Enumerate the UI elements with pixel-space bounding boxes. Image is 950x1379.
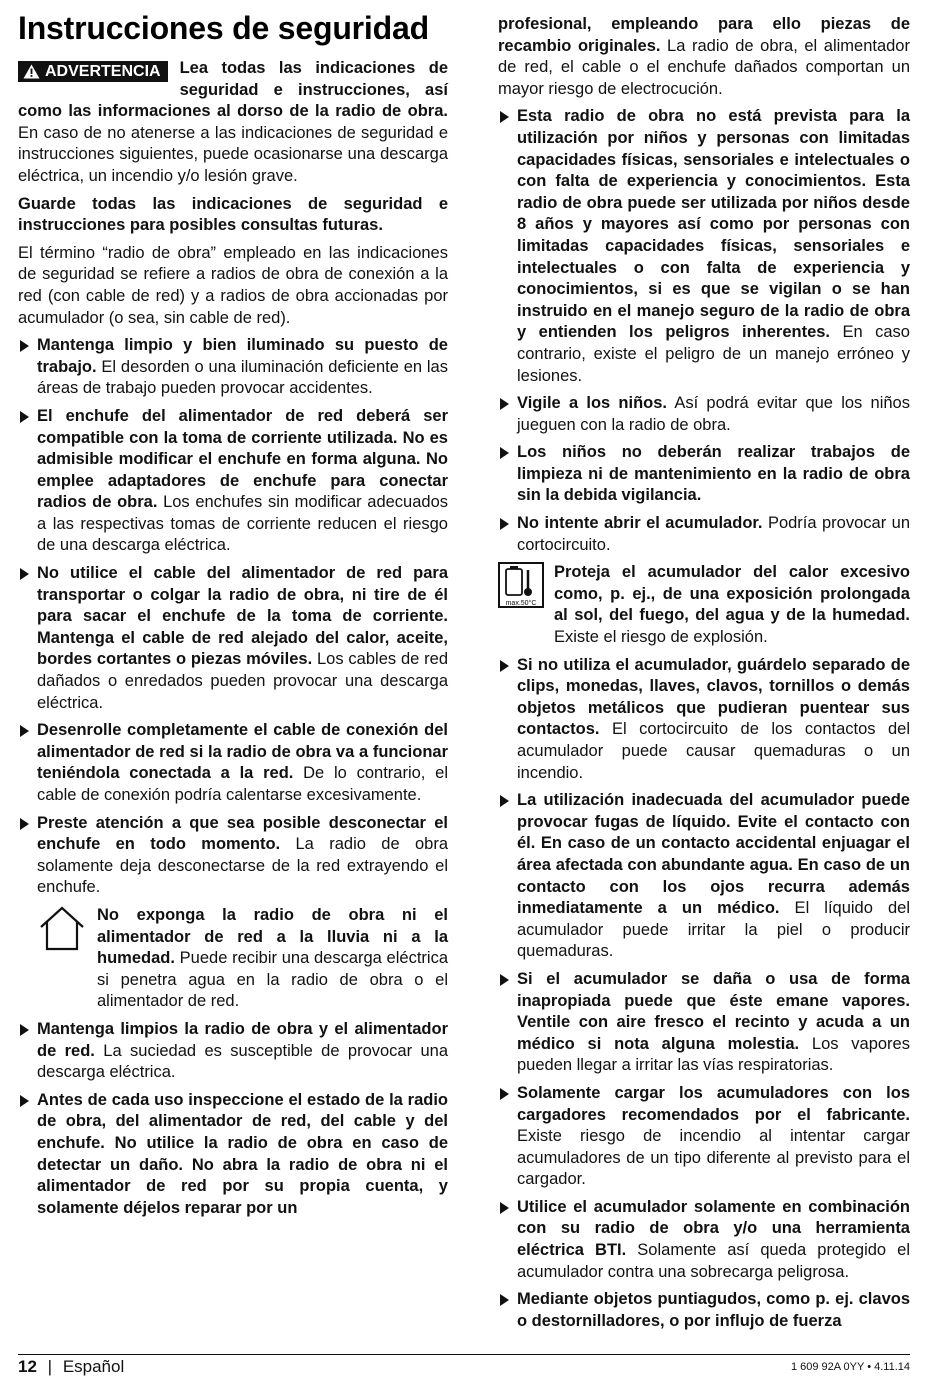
list-item [498,513,910,556]
bullet-arrow-icon [500,1202,509,1214]
footer-divider [18,1354,910,1355]
rain-note-bold: No exponga la radio de obra ni el alimentador de red a la lluvia ni a la humedad. [97,905,448,968]
heat-note [498,562,910,648]
bullet-arrow-icon [20,1095,29,1107]
list-item [18,720,448,806]
list-item [498,1197,910,1283]
list-item [18,813,448,899]
heat-note-text: Existe el riesgo de explosión. [554,628,768,647]
list-item [498,393,910,436]
page-number: 12 [18,1357,37,1376]
list-item-bold: Mediante objetos puntiagudos, como p. ej. clavos o destornilladores, o por influjo de fuerza [517,1290,910,1330]
bullet-arrow-icon [20,818,29,830]
bullet-arrow-icon [20,411,29,423]
left-column [18,0,448,1225]
footer-language: Español [62,1357,125,1376]
list-item-text: Así podrá evitar que los niños jueguen con la radio de obra. [517,394,910,434]
bullet-arrow-icon [20,1024,29,1036]
warning-badge-label: ADVERTENCIA [45,63,161,80]
list-item-text: La radio de obra solamente deja desconectarse de la red extrayendo el enchufe. [37,835,448,897]
bullet-arrow-icon [500,795,509,807]
list-item-bold: Los niños no deberán realizar trabajos de limpieza ni de mantenimiento en la radio de obra sin la debida vigilancia. [517,443,910,505]
bullet-arrow-icon [500,447,509,459]
list-item-text: Los cables de red dañados o enredados pueden provocar una descarga eléctrica. [37,650,448,712]
bullet-arrow-icon [20,568,29,580]
list-item-bold: Esta radio de obra no está prevista para la utilización por niños y personas con limitadas capacidades físicas, sensoriales e intelectuales o con falta de experiencia y conocimientos. Esta radio de obra puede ser utilizada por niños desde 8 años y mayores así como por personas con limitadas capacidades físicas, sensoriales e intelectuales o con falta de experiencia y conocimientos, si es que se vigilan o se han instruido en el manejo seguro de la radio de obra y entienden los peligros inherentes. [517,107,910,342]
bullet-arrow-icon [500,1294,509,1306]
bullet-arrow-icon [500,660,509,672]
list-item-text: Los enchufes sin modificar adecuados a las respectivas tomas de corriente reducen el riesgo de una descarga eléctrica. [37,493,448,555]
continuation-bold: profesional, empleando para ello piezas de recambio originales. [498,15,910,55]
list-item-text: El desorden o una iluminación deficiente en las áreas de trabajo pueden provocar accidentes. [37,357,448,398]
right-bullet-list [498,106,910,556]
bullet-arrow-icon [500,518,509,530]
thermometer-battery-icon [498,562,544,608]
page-title: Instrucciones de seguridad [18,10,429,46]
list-item [498,442,910,507]
list-item [498,969,910,1077]
warning-bold-text: Lea todas las indicaciones de seguridad e instrucciones, así como las informaciones al dorso de la radio de obra. [18,59,448,121]
continuation-paragraph [498,14,910,100]
rain-note [18,905,448,1013]
left-bullet-list-2 [18,1019,448,1219]
house-icon [37,905,87,951]
list-item-bold: Utilice el acumulador solamente en combinación con su radio de obra y/o una herramienta eléctrica BTI. [517,1197,910,1260]
document-code: 1 609 92A 0YY • 4.11.14 [790,1361,910,1373]
bullet-arrow-icon [500,398,509,410]
list-item [498,1083,910,1191]
right-bullet-list-2 [498,655,910,1333]
list-item-bold: Mantenga limpios la radio de obra y el alimentador de red. [37,1019,448,1060]
footer-separator: | [47,1357,53,1376]
term-definition: El término “radio de obra” empleado en las indicaciones de seguridad se refiere a radios de obra de conexión a la red (con cable de red) y a radios de obra accionadas por acumulador (o sea, sin cable de red). [18,243,448,327]
list-item-bold: Solamente cargar los acumuladores con los cargadores recomendados por el fabricante. [517,1083,910,1124]
list-item [18,1019,448,1084]
bullet-arrow-icon [20,340,29,352]
keep-instructions [18,194,448,237]
bullet-arrow-icon [500,1088,509,1100]
left-bullet-list [18,335,448,899]
list-item-bold: El enchufe del alimentador de red deberá ser compatible con la toma de corriente utilizada. No es admisible modificar el enchufe en forma alguna. No emplee adaptadores de enchufe para conectar radios de obra. [37,406,448,512]
bullet-arrow-icon [20,725,29,737]
list-item [18,563,448,714]
rain-note-text: Puede recibir una descarga eléctrica si penetra agua en la radio de obra o el alimentador de red. [97,949,448,1011]
list-item-bold: Si el acumulador se daña o usa de forma inapropiada puede que éste emane vapores. Ventile con aire fresco el recinto y acuda a un médico si nota alguna molestia. [517,969,910,1053]
list-item [498,1289,910,1332]
bullet-arrow-icon [500,111,509,123]
bullet-arrow-icon [500,974,509,986]
list-item-bold: Si no utiliza el acumulador, guárdelo separado de clips, monedas, llaves, clavos, tornillos o demás objetos metálicos que pudieran puentear sus contactos. [517,655,910,739]
list-item-bold: No intente abrir el acumulador. [517,514,763,533]
warning-badge [18,61,168,82]
heat-note-bold: Proteja el acumulador del calor excesivo como, p. ej., de una exposición prolongada al sol, del fuego, del agua y de la humedad. [554,563,910,625]
list-item-bold: No utilice el cable del alimentador de red para transportar o colgar la radio de obra, ni tire de él para sacar el enchufe de la toma de corriente. Mantenga el cable de red alejado del calor, aceite, bordes cortantes o piezas móviles. [37,564,448,669]
list-item-bold: La utilización inadecuada del acumulador puede provocar fugas de líquido. Evite el contacto con él. En caso de un contacto accidental enjuagar el área afectada con abundante agua. En caso de un contacto con los ojos recurra además inmediatamente a un médico. [517,791,910,918]
list-item [498,790,910,963]
warning-triangle-icon [23,64,40,79]
footer-page-info [18,1357,124,1377]
list-item-text: Solamente así queda protegido el acumulador contra una sobrecarga peligrosa. [517,1241,911,1281]
list-item-bold: Vigile a los niños. [517,394,668,413]
list-item-text: Existe riesgo de incendio al intentar cargar acumuladores de un tipo diferente al previsto para el cargador. [517,1127,910,1189]
keep-instructions-text: Guarde todas las indicaciones de seguridad e instrucciones para posibles consultas futuras. [18,194,448,235]
list-item-bold: Mantenga limpio y bien iluminado su puesto de trabajo. [37,336,448,376]
list-item-text: El cortocircuito de los contactos del acumulador puede causar quemaduras o un incendio. [517,720,910,782]
list-item-text: Los vapores pueden llegar a irritar las vías respiratorias. [517,1034,910,1075]
list-item-bold: Preste atención a que sea posible desconectar el enchufe en todo momento. [37,813,448,854]
list-item [498,655,910,785]
list-item-text: Podría provocar un cortocircuito. [517,514,910,554]
continuation-text: La radio de obra, el alimentador de red, el cable o el enchufe dañados comportan un mayor riesgo de electrocución. [498,36,910,98]
list-item-text: El líquido del acumulador puede irritar la piel o producir quemaduras. [517,899,910,961]
list-item [18,406,448,557]
list-item [18,1090,448,1220]
list-item-bold: Antes de cada uso inspeccione el estado de la radio de obra, del alimentador de red, del cable y del enchufe. No utilice la radio de obra en caso de detectar un daño. No abra la radio de obra ni el alimentador de red por su propia cuenta, y solamente déjelos reparar por un [37,1090,448,1217]
list-item [18,335,448,400]
list-item-bold: Desenrolle completamente el cable de conexión del alimentador de red si la radio de obra va a funcionar teniéndola conectada a la red. [37,721,448,783]
list-item-text: De lo contrario, el cable de conexión podría calentarse excesivamente. [37,764,448,804]
heat-icon-label: max.50°C [505,600,537,608]
warning-paragraph [18,58,448,188]
warning-text: En caso de no atenerse a las indicaciones de seguridad e instrucciones siguientes, puede ocasionarse una descarga eléctrica, un incendio y/o lesión grave. [18,123,448,185]
list-item [498,106,910,387]
list-item-text: La suciedad es susceptible de provocar una descarga eléctrica. [37,1041,449,1082]
right-column [498,0,910,1338]
list-item-text: En caso contrario, existe el peligro de un manejo erróneo y lesiones. [517,323,910,385]
